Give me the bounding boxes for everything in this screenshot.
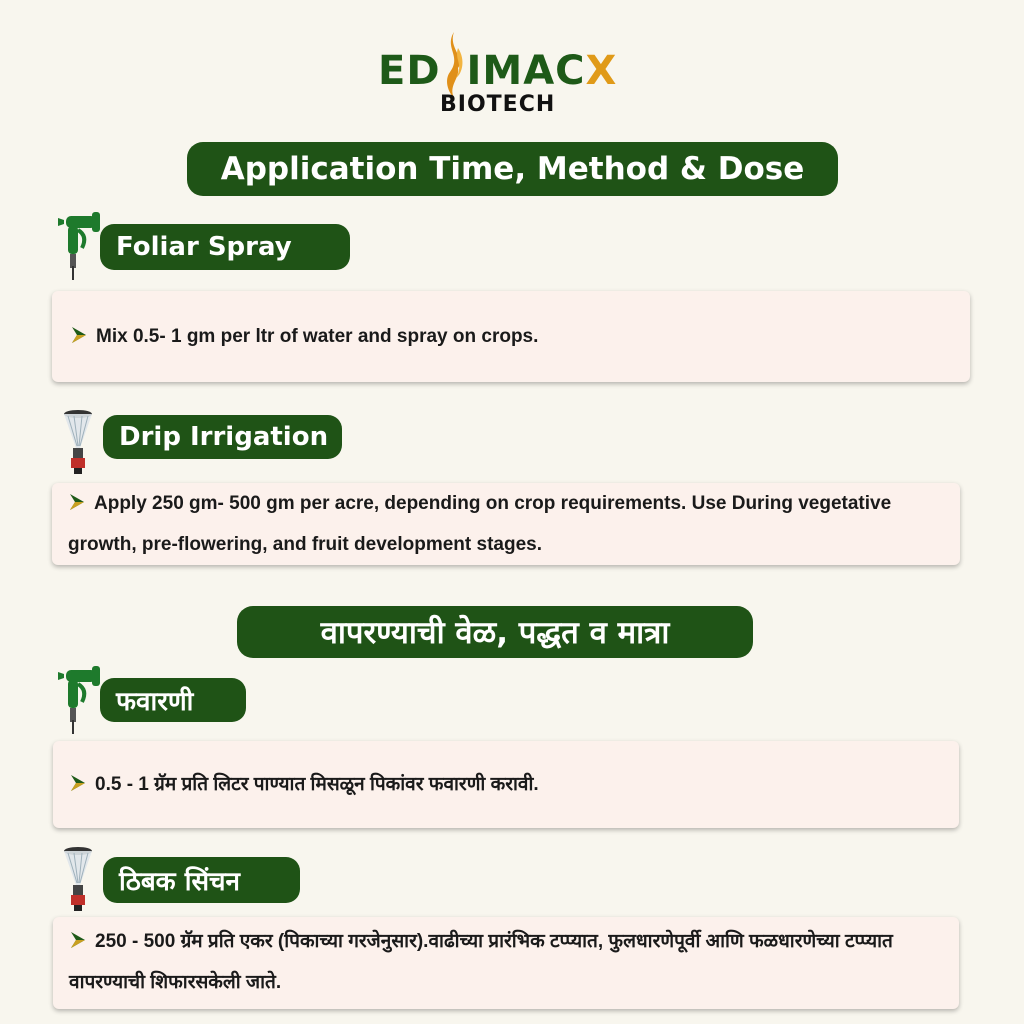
brand-name bbox=[378, 48, 648, 98]
marathi-foliar-label: फवारणी bbox=[100, 678, 246, 722]
brand-name-right: IMAC bbox=[466, 48, 586, 94]
marathi-drip-label: ठिबक सिंचन bbox=[103, 857, 300, 903]
marathi-drip-card bbox=[53, 917, 959, 1009]
drip-irrigation-text: Apply 250 gm- 500 gm per acre, depending on crop requirements. Use During vegetative growth, pre-flowering, and fruit development stages. bbox=[68, 493, 892, 555]
chevron-right-icon bbox=[68, 493, 86, 511]
drip-irrigation-label: Drip Irrigation bbox=[103, 415, 342, 459]
sprinkler-icon bbox=[60, 845, 96, 913]
marathi-foliar-card bbox=[53, 741, 959, 828]
brand-subtitle: BIOTECH bbox=[440, 92, 556, 117]
spray-gun-icon bbox=[56, 662, 104, 736]
sprinkler-icon bbox=[60, 408, 96, 476]
english-heading: Application Time, Method & Dose bbox=[187, 142, 838, 196]
marathi-foliar-text: 0.5 - 1 ग्रॅम प्रति लिटर पाण्यात मिसळून पिकांवर फवारणी करावी. bbox=[95, 774, 539, 795]
brand-name-left: ED bbox=[378, 48, 441, 94]
chevron-right-icon bbox=[69, 774, 87, 792]
brand-logo bbox=[0, 18, 1024, 118]
foliar-spray-text: Mix 0.5- 1 gm per ltr of water and spray on crops. bbox=[96, 326, 539, 347]
foliar-spray-label: Foliar Spray bbox=[100, 224, 350, 270]
drip-irrigation-card bbox=[52, 483, 960, 565]
brand-name-x: X bbox=[585, 48, 618, 94]
marathi-drip-text: 250 - 500 ग्रॅम प्रति एकर (पिकाच्या गरजेनुसार).वाढीच्या प्रारंभिक टप्प्यात, फुलधारणेपूर्वी आणि फळधारणेच्या टप्प्यात वापरण्याची शिफारसकेली जाते. bbox=[69, 931, 893, 993]
chevron-right-icon bbox=[70, 326, 88, 344]
spray-gun-icon bbox=[56, 208, 104, 282]
chevron-right-icon bbox=[69, 931, 87, 949]
foliar-spray-card bbox=[52, 291, 970, 382]
marathi-heading: वापरण्याची वेळ, पद्धत व मात्रा bbox=[237, 606, 753, 658]
